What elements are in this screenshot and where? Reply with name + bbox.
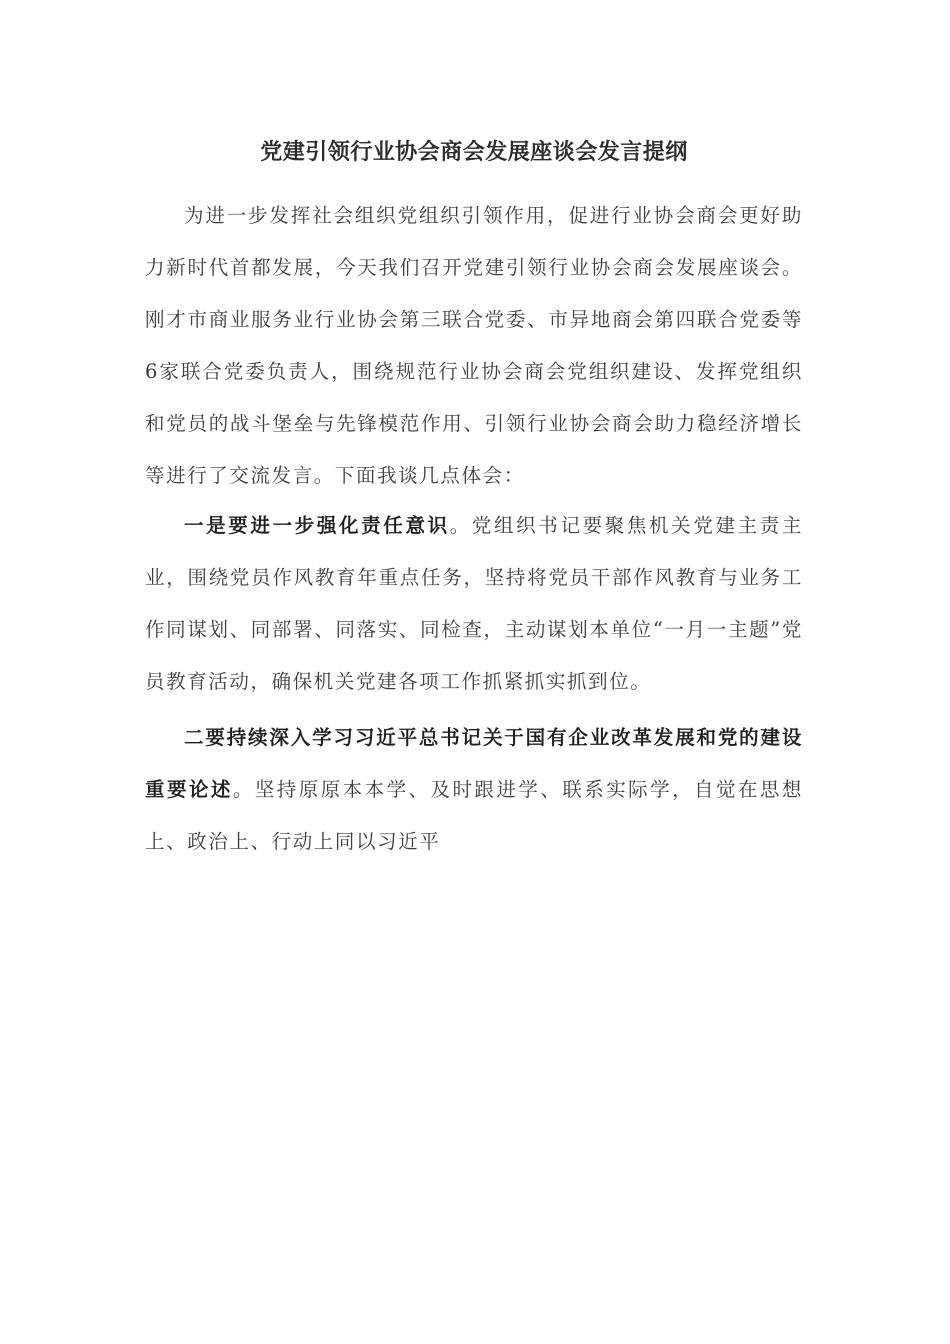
paragraph-point-two: [145, 712, 803, 868]
paragraph-point-one-text: 。党组织书记要聚焦机关党建主责主业，围绕党员作风教育年重点任务，坚持将党员干部作风教育与业务工作同谋划、同部署、同落实、同检查，主动谋划本单位“一月一主题”党员教育活动，确保机关党建各项工作抓紧抓实抓到位。: [145, 514, 803, 693]
paragraph-point-two-heading: 二要持续深入学习习近平总书记关于国有企业改革发展和党的建设重要论述: [145, 726, 803, 801]
paragraph-intro: [145, 190, 803, 502]
paragraph-point-one-heading: 一是要进一步强化责任意识: [184, 514, 450, 537]
paragraph-point-two-text: 。坚持原原本本学、及时跟进学、联系实际学，自觉在思想上、政治上、行动上同以习近平: [145, 778, 803, 853]
paragraph-point-one: [145, 500, 803, 708]
paragraph-intro-text: 为进一步发挥社会组织党组织引领作用，促进行业协会商会更好助力新时代首都发展，今天我们召开党建引领行业协会商会发展座谈会。刚才市商业服务业行业协会第三联合党委、市异地商会第四联合党委等6家联合党委负责人，围绕规范行业协会商会党组织建设、发挥党组织和党员的战斗堡垒与先锋模范作用、引领行业协会商会助力稳经济增长等进行了交流发言。下面我谈几点体会：: [145, 204, 803, 487]
document-title: 党建引领行业协会商会发展座谈会发言提纲: [260, 139, 688, 165]
